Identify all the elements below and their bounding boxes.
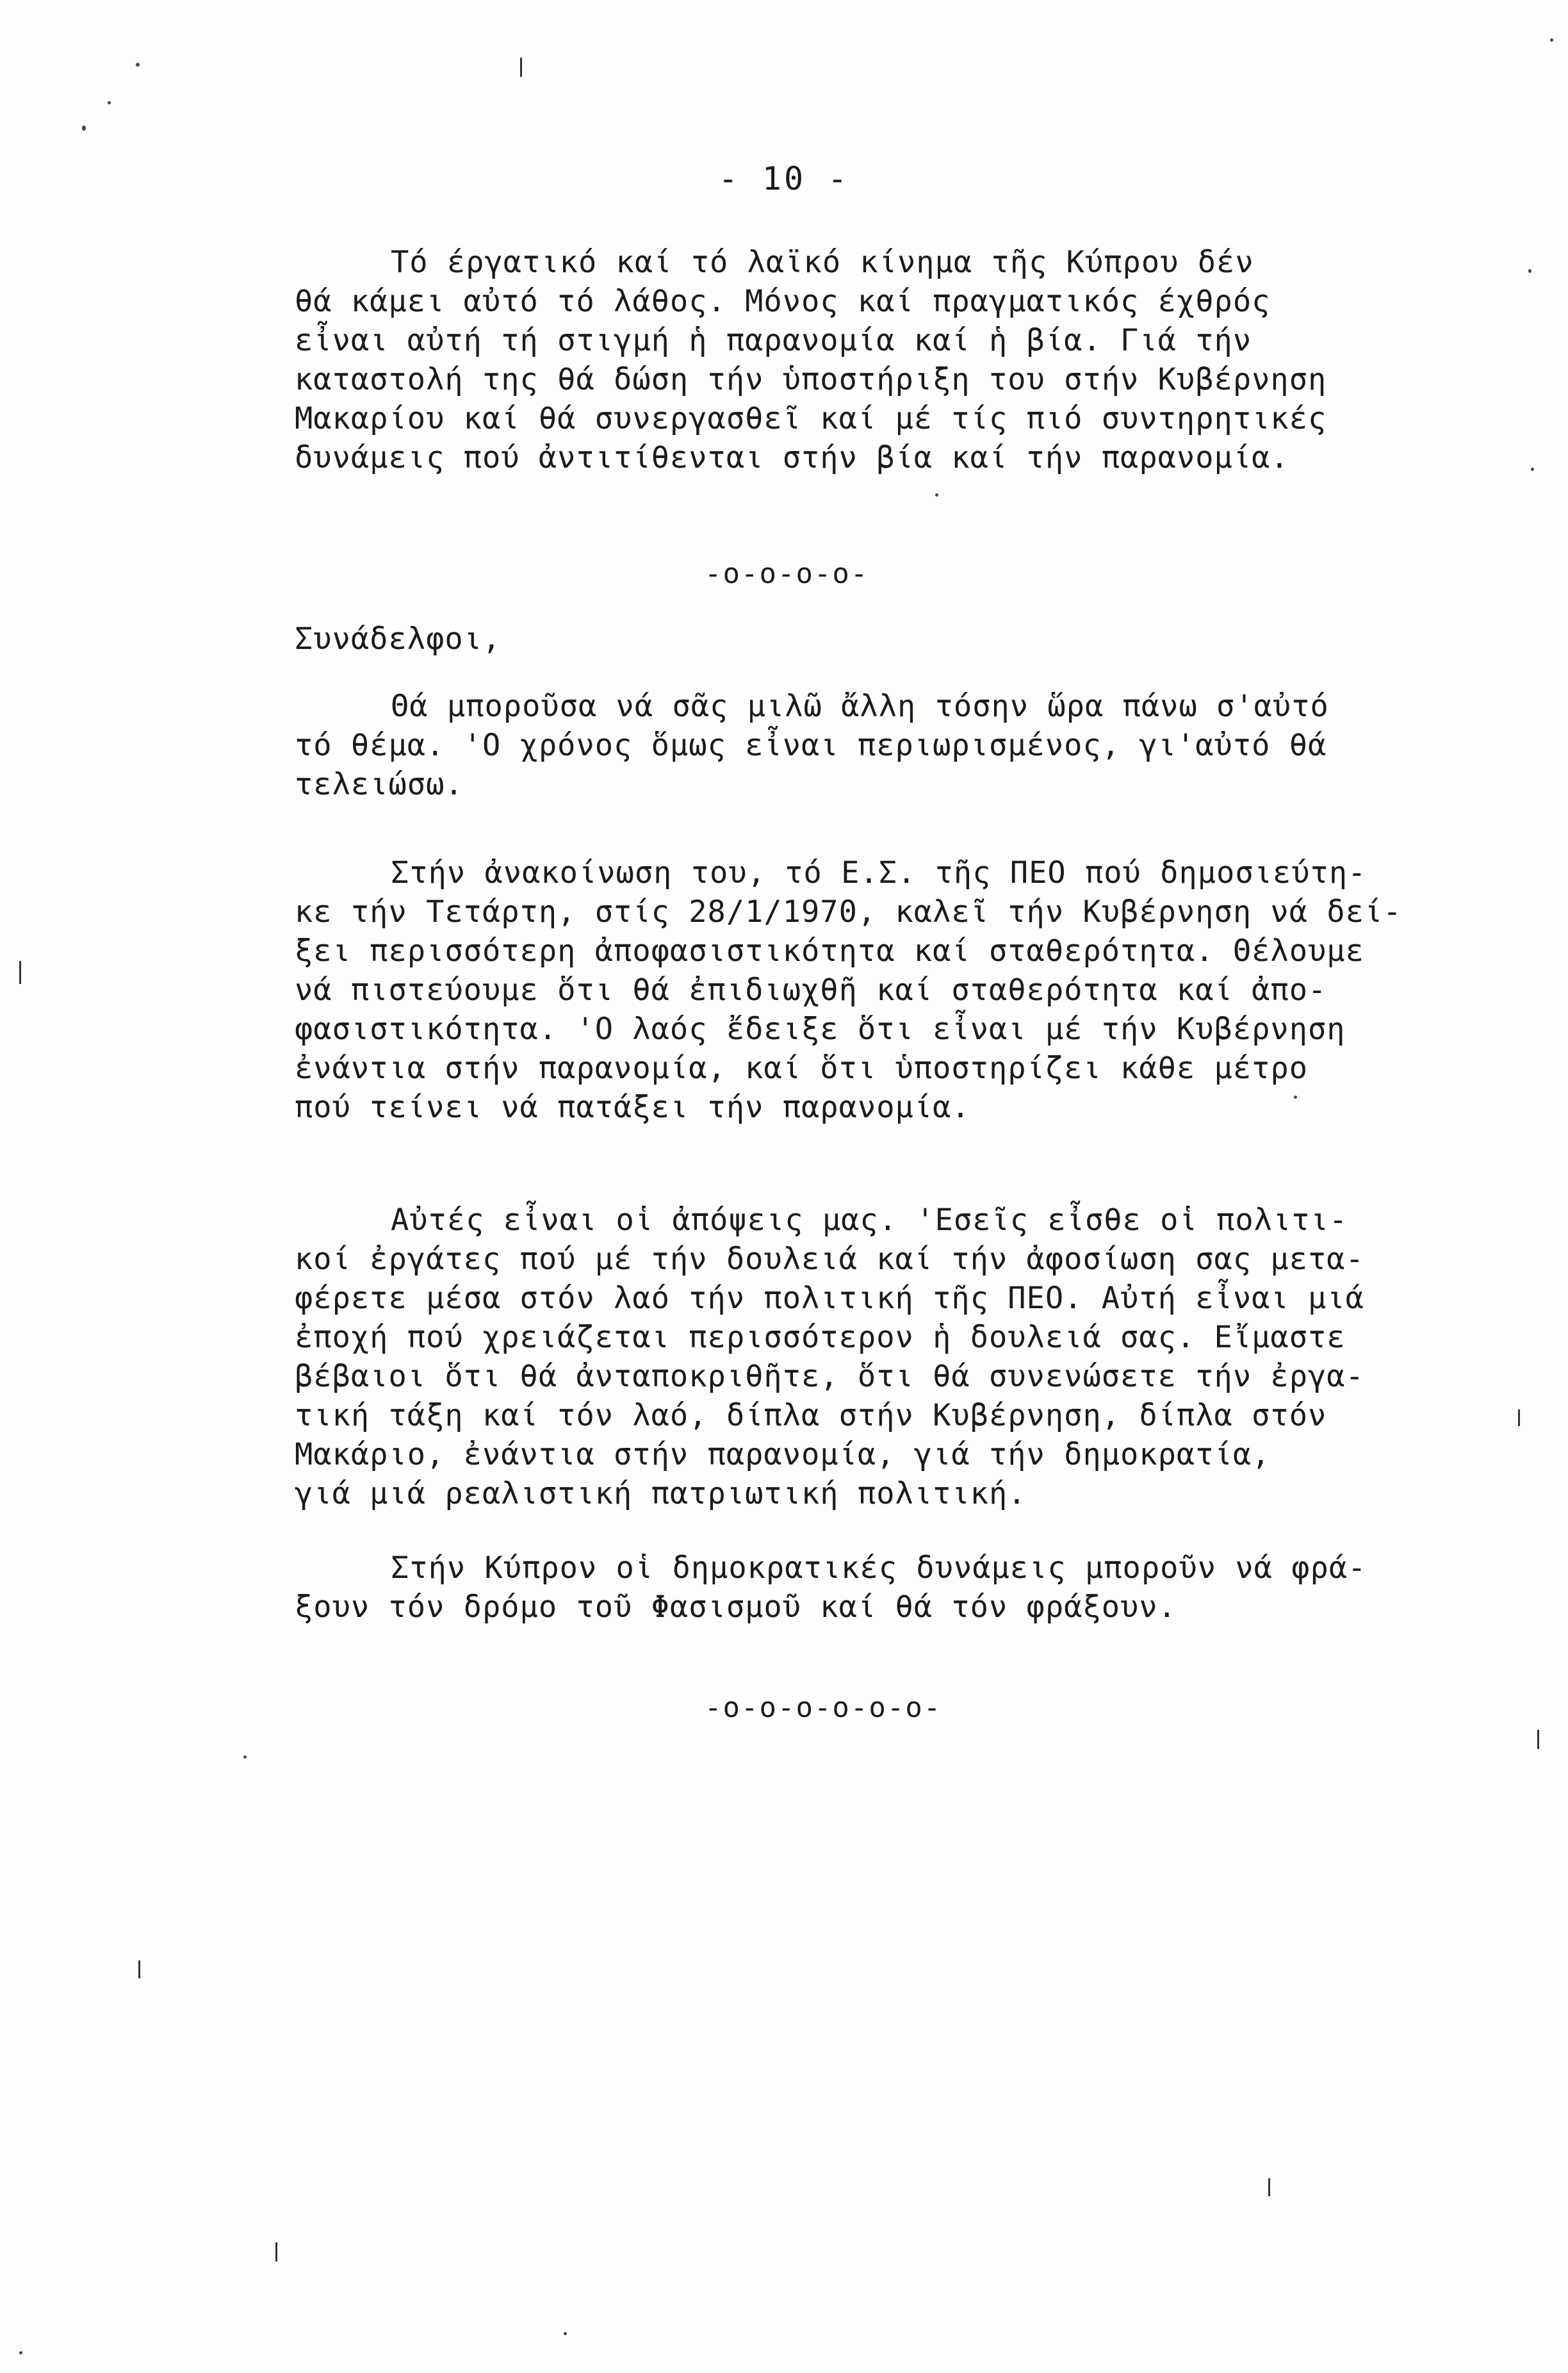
text-line: βέβαιοι ὅτι θά ἀνταποκριθῆτε, ὅτι θά συνενώσετε τήν ἐργα- [295, 1359, 1364, 1394]
scan-speck [136, 63, 140, 67]
scan-speck [19, 2351, 22, 2354]
text-line: τελειώσω. [295, 767, 464, 802]
text-line: φέρετε μέσα στόν λαό τήν πολιτική τῆς ΠΕΟ. Αὐτή εἶναι μιά [295, 1281, 1364, 1316]
text-line: Μακαρίου καί θά συνεργασθεῖ καί μέ τίς πιό συντηρητικές [295, 401, 1327, 436]
text-line: πού τείνει νά πατάξει τήν παρανομία. [295, 1090, 970, 1125]
text-line: τό θέμα. 'Ο χρόνος ὅμως εἶναι περιωρισμένος, γι'αὐτό θά [295, 728, 1327, 763]
scan-speck [1550, 38, 1553, 42]
text-line: καταστολή της θά δώση τήν ὑποστήριξη του στήν Κυβέρνηση [295, 362, 1327, 397]
scan-speck [1531, 468, 1534, 471]
text-line: φασιστικότητα. 'Ο λαός ἔδειξε ὅτι εἶναι μέ τήν Κυβέρνηση [295, 1012, 1346, 1047]
scan-mark [1268, 2178, 1270, 2196]
text-line: ἐνάντια στήν παρανομία, καί ὅτι ὑποστηρίζει κάθε μέτρο [295, 1051, 1309, 1086]
scan-speck [564, 2332, 567, 2335]
text-line: κοί ἐργάτες πού μέ τήν δουλειά καί τήν ἀφοσίωση σας μετα- [295, 1242, 1364, 1277]
text-line: τική τάξη καί τόν λαό, δίπλα στήν Κυβέρνηση, δίπλα στόν [295, 1398, 1327, 1433]
text-line: Τό έργατικό καί τό λαϊκό κίνημα τῆς Κύπρου δέν [391, 245, 1254, 280]
text-line: Θά μποροῦσα νά σᾶς μιλῶ ἄλλη τόσην ὥρα πάνω σ'αὐτό [391, 689, 1329, 724]
text-line: Στήν Κύπρον οἱ δημοκρατικές δυνάμεις μποροῦν νά φρά- [391, 1550, 1367, 1586]
scan-mark [19, 961, 21, 984]
text-line: ξουν τόν δρόμο τοῦ Φασισμοῦ καί θά τόν φράξουν. [295, 1589, 1177, 1625]
scan-speck [243, 1755, 247, 1759]
closing-separator: -o-o-o-o-o-o- [705, 1691, 942, 1724]
text-line: ξει περισσότερη ἀποφασιστικότητα καί σταθερότητα. Θέλουμε [295, 933, 1364, 969]
scan-mark [520, 58, 522, 77]
text-line: νά πιστεύουμε ὅτι θά ἐπιδιωχθῆ καί σταθερότητα καί ἀπο- [295, 973, 1327, 1008]
page-number: - 10 - [718, 160, 850, 197]
text-line: Αὐτές εἶναι οἱ ἀπόψεις μας. 'Εσεῖς εἶσθε οἱ πολιτι- [391, 1203, 1348, 1238]
scan-speck [108, 101, 111, 104]
text-line: Μακάριο, ἐνάντια στήν παρανομία, γιά τήν δημοκρατία, [295, 1437, 1271, 1472]
scan-mark [275, 2242, 277, 2262]
scan-mark [138, 1960, 140, 1978]
section-separator: -o-o-o-o- [705, 557, 869, 590]
text-line: ἐποχή πού χρειάζεται περισσότερον ἡ δουλειά σας. Εἴμαστε [295, 1320, 1346, 1355]
text-line: κε τήν Τετάρτη, στίς 28/1/1970, καλεῖ τήν Κυβέρνηση νά δεί- [295, 894, 1402, 930]
text-line: γιά μιά ρεαλιστική πατριωτική πολιτική. [295, 1476, 1027, 1511]
scan-speck [1294, 1096, 1297, 1099]
scan-mark [1537, 1730, 1539, 1749]
text-line: Στήν ἀνακοίνωση του, τό Ε.Σ. τῆς ΠΕΟ πού δημοσιεύτη- [391, 855, 1367, 891]
text-line: εἶναι αὐτή τή στιγμή ἡ παρανομία καί ἡ βία. Γιά τήν [295, 323, 1252, 358]
scan-speck [82, 126, 86, 131]
scan-mark [1518, 1409, 1520, 1426]
text-line: δυνάμεις πού ἀντιτίθενται στήν βία καί τήν παρανομία. [295, 440, 1289, 475]
salutation: Συνάδελφοι, [295, 621, 502, 657]
scan-speck [1528, 269, 1531, 273]
text-line: θά κάμει αὐτό τό λάθος. Μόνος καί πραγματικός έχθρός [295, 284, 1271, 319]
scan-speck [935, 493, 938, 497]
